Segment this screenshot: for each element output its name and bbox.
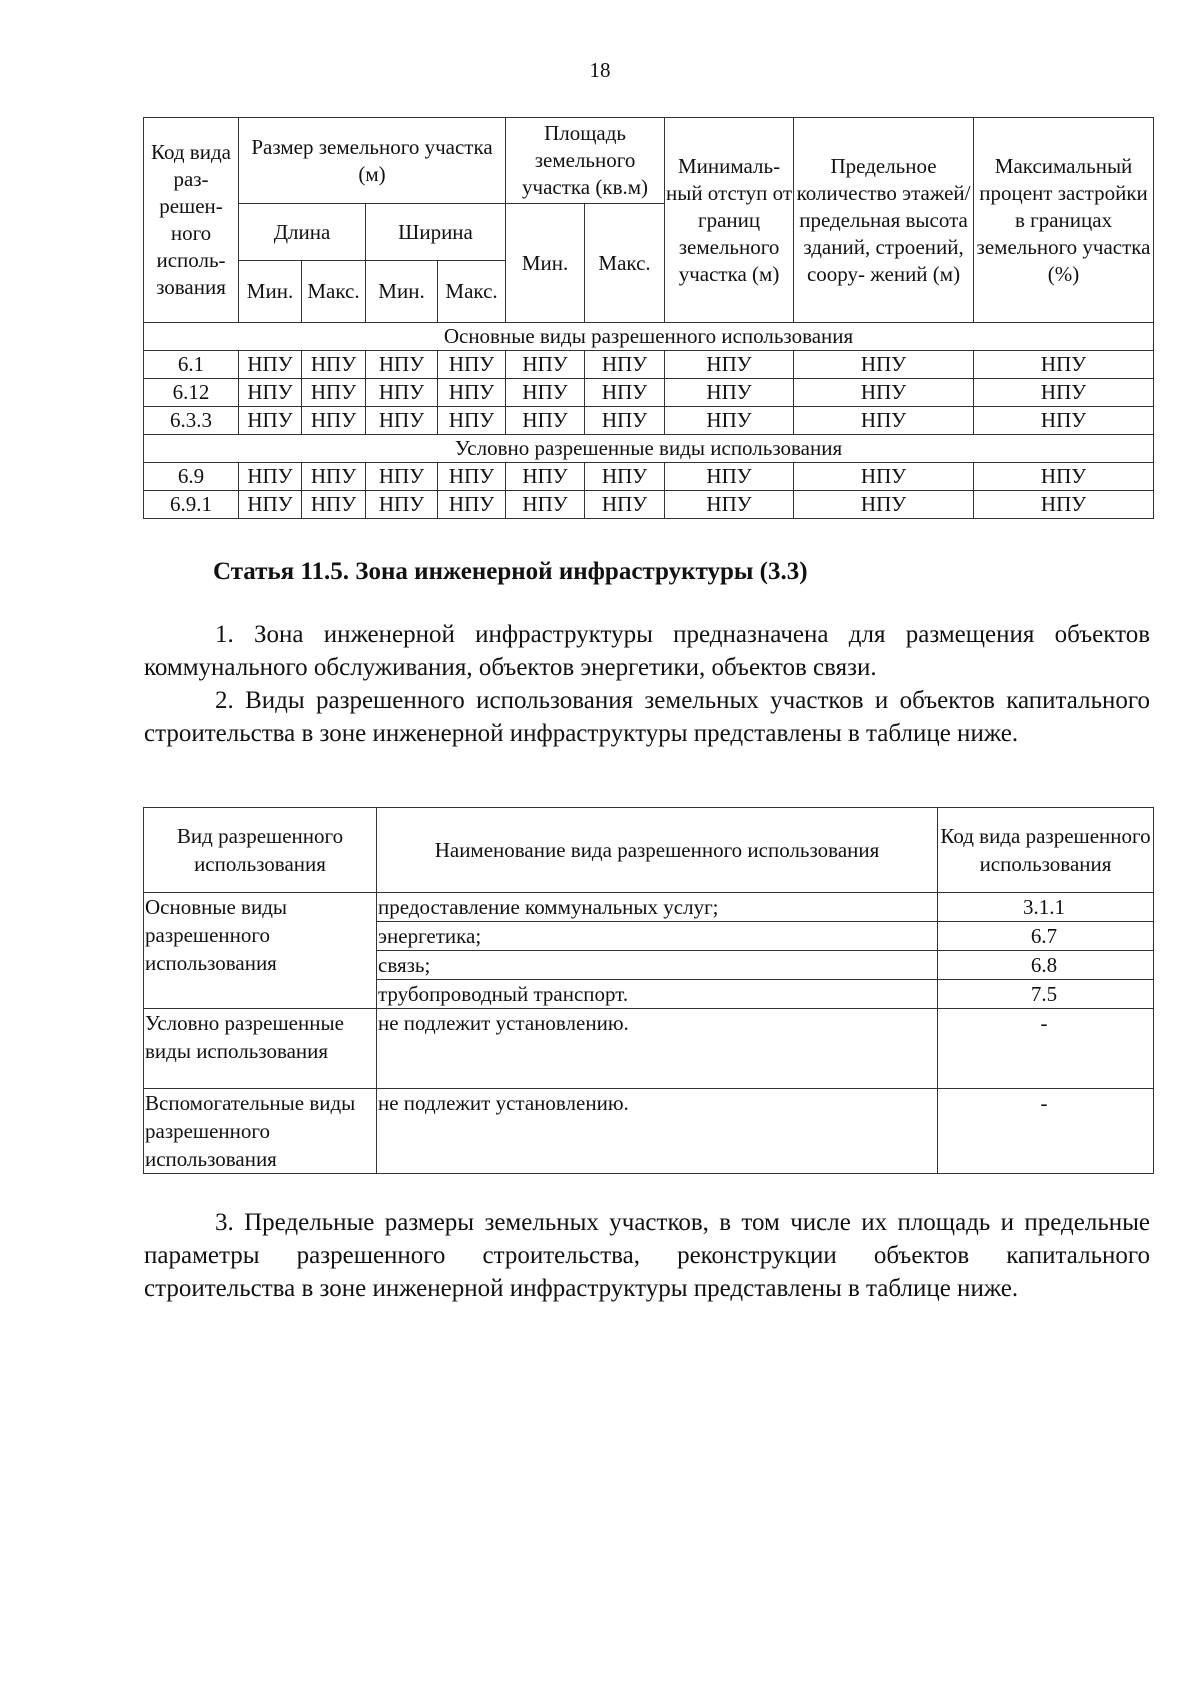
- table-row: [144, 351, 1154, 379]
- use-code-cell: 3.1.1: [938, 893, 1154, 922]
- value-cell: НПУ: [794, 463, 974, 491]
- header-area: Площадь земельного участка (кв.м): [506, 118, 665, 204]
- header-length: Длина: [239, 204, 366, 261]
- value-cell: НПУ: [665, 463, 794, 491]
- value-cell: НПУ: [506, 379, 585, 407]
- value-cell: НПУ: [366, 351, 438, 379]
- paragraph-2: 2. Виды разрешенного использования земельных участков и объектов капитального строительства в зоне инженерной инфраструктуры представлены в таблице ниже.: [144, 687, 1150, 747]
- value-cell: НПУ: [438, 351, 506, 379]
- use-code-cell: 6.9.1: [144, 491, 239, 519]
- header-code: Код вида раз- решен- ного исполь- зования: [144, 118, 239, 323]
- table-row: [144, 407, 1154, 435]
- value-cell: НПУ: [302, 491, 366, 519]
- header-length-min: Мин.: [239, 261, 302, 323]
- value-cell: НПУ: [302, 407, 366, 435]
- paragraph-1: 1. Зона инженерной инфраструктуры предназначена для размещения объектов коммунального обслуживания, объектов энергетики, объектов связи.: [144, 621, 1150, 681]
- value-cell: НПУ: [506, 351, 585, 379]
- use-type-cell: Основные виды разрешенного использования: [144, 893, 377, 1009]
- value-cell: НПУ: [239, 407, 302, 435]
- value-cell: НПУ: [665, 379, 794, 407]
- page-number: 18: [589, 58, 611, 82]
- value-cell: НПУ: [438, 491, 506, 519]
- table-row: [144, 379, 1154, 407]
- header-use-type: Вид разрешенного использования: [144, 808, 377, 893]
- use-type-cell: Условно разрешенные виды использования: [144, 1009, 377, 1089]
- value-cell: НПУ: [665, 351, 794, 379]
- use-code-cell: 7.5: [938, 980, 1154, 1009]
- section-row: [144, 323, 1154, 351]
- table-row: [144, 1089, 1154, 1174]
- table-row: [144, 893, 1154, 922]
- value-cell: НПУ: [506, 463, 585, 491]
- value-cell: НПУ: [974, 407, 1154, 435]
- value-cell: НПУ: [302, 379, 366, 407]
- value-cell: НПУ: [585, 351, 665, 379]
- value-cell: НПУ: [974, 491, 1154, 519]
- header-max-coverage: Максимальный процент застройки в границах земельного участка (%): [974, 118, 1154, 323]
- table-row: [144, 491, 1154, 519]
- value-cell: НПУ: [794, 379, 974, 407]
- header-area-min: Мин.: [506, 204, 585, 323]
- value-cell: НПУ: [366, 491, 438, 519]
- use-code-cell: 6.9: [144, 463, 239, 491]
- value-cell: НПУ: [239, 379, 302, 407]
- value-cell: НПУ: [794, 407, 974, 435]
- use-type-cell: Вспомогательные виды разрешенного использования: [144, 1089, 377, 1174]
- value-cell: НПУ: [302, 463, 366, 491]
- value-cell: НПУ: [366, 407, 438, 435]
- value-cell: НПУ: [974, 351, 1154, 379]
- value-cell: НПУ: [239, 351, 302, 379]
- article-title: Статья 11.5. Зона инженерной инфраструктуры (3.3): [213, 558, 808, 585]
- use-code-cell: 6.7: [938, 922, 1154, 951]
- permitted-use-table: [143, 807, 1154, 1174]
- section-title: Основные виды разрешенного использования: [144, 323, 1154, 351]
- plot-parameters-table: [143, 117, 1154, 519]
- value-cell: НПУ: [302, 351, 366, 379]
- value-cell: НПУ: [974, 463, 1154, 491]
- value-cell: НПУ: [239, 463, 302, 491]
- use-code-cell: 6.12: [144, 379, 239, 407]
- use-name-cell: энергетика;: [377, 922, 938, 951]
- use-name-cell: трубопроводный транспорт.: [377, 980, 938, 1009]
- value-cell: НПУ: [665, 491, 794, 519]
- use-code-cell: -: [938, 1009, 1154, 1089]
- value-cell: НПУ: [585, 407, 665, 435]
- header-width-min: Мин.: [366, 261, 438, 323]
- section-row: [144, 435, 1154, 463]
- value-cell: НПУ: [366, 379, 438, 407]
- header-area-max: Макс.: [585, 204, 665, 323]
- use-name-cell: связь;: [377, 951, 938, 980]
- value-cell: НПУ: [506, 491, 585, 519]
- value-cell: НПУ: [974, 379, 1154, 407]
- header-width-max: Макс.: [438, 261, 506, 323]
- value-cell: НПУ: [506, 407, 585, 435]
- section-title: Условно разрешенные виды использования: [144, 435, 1154, 463]
- value-cell: НПУ: [585, 463, 665, 491]
- header-use-name: Наименование вида разрешенного использования: [377, 808, 938, 893]
- header-max-floors: Предельное количество этажей/ предельная высота зданий, строений, соору- жений (м): [794, 118, 974, 323]
- value-cell: НПУ: [239, 491, 302, 519]
- use-name-cell: не подлежит установлению.: [377, 1089, 938, 1174]
- use-name-cell: не подлежит установлению.: [377, 1009, 938, 1089]
- value-cell: НПУ: [794, 351, 974, 379]
- value-cell: НПУ: [438, 379, 506, 407]
- paragraph-3: 3. Предельные размеры земельных участков, в том числе их площадь и предельные параметры разрешенного строительства, реконструкции объектов капитального строительства в зоне инженерной инфраструктуры представлены в таблице ниже.: [144, 1209, 1150, 1302]
- header-plot-size: Размер земельного участка (м): [239, 118, 506, 204]
- table-row: [144, 463, 1154, 491]
- use-code-cell: 6.8: [938, 951, 1154, 980]
- value-cell: НПУ: [585, 491, 665, 519]
- use-code-cell: 6.3.3: [144, 407, 239, 435]
- value-cell: НПУ: [665, 407, 794, 435]
- use-code-cell: 6.1: [144, 351, 239, 379]
- value-cell: НПУ: [438, 407, 506, 435]
- header-min-setback: Минималь- ный отступ от границ земельного участка (м): [665, 118, 794, 323]
- use-code-cell: -: [938, 1089, 1154, 1174]
- value-cell: НПУ: [794, 491, 974, 519]
- table-row: [144, 1009, 1154, 1089]
- header-use-code: Код вида разрешенного использования: [938, 808, 1154, 893]
- header-length-max: Макс.: [302, 261, 366, 323]
- use-name-cell: предоставление коммунальных услуг;: [377, 893, 938, 922]
- value-cell: НПУ: [366, 463, 438, 491]
- header-width: Ширина: [366, 204, 506, 261]
- value-cell: НПУ: [438, 463, 506, 491]
- value-cell: НПУ: [585, 379, 665, 407]
